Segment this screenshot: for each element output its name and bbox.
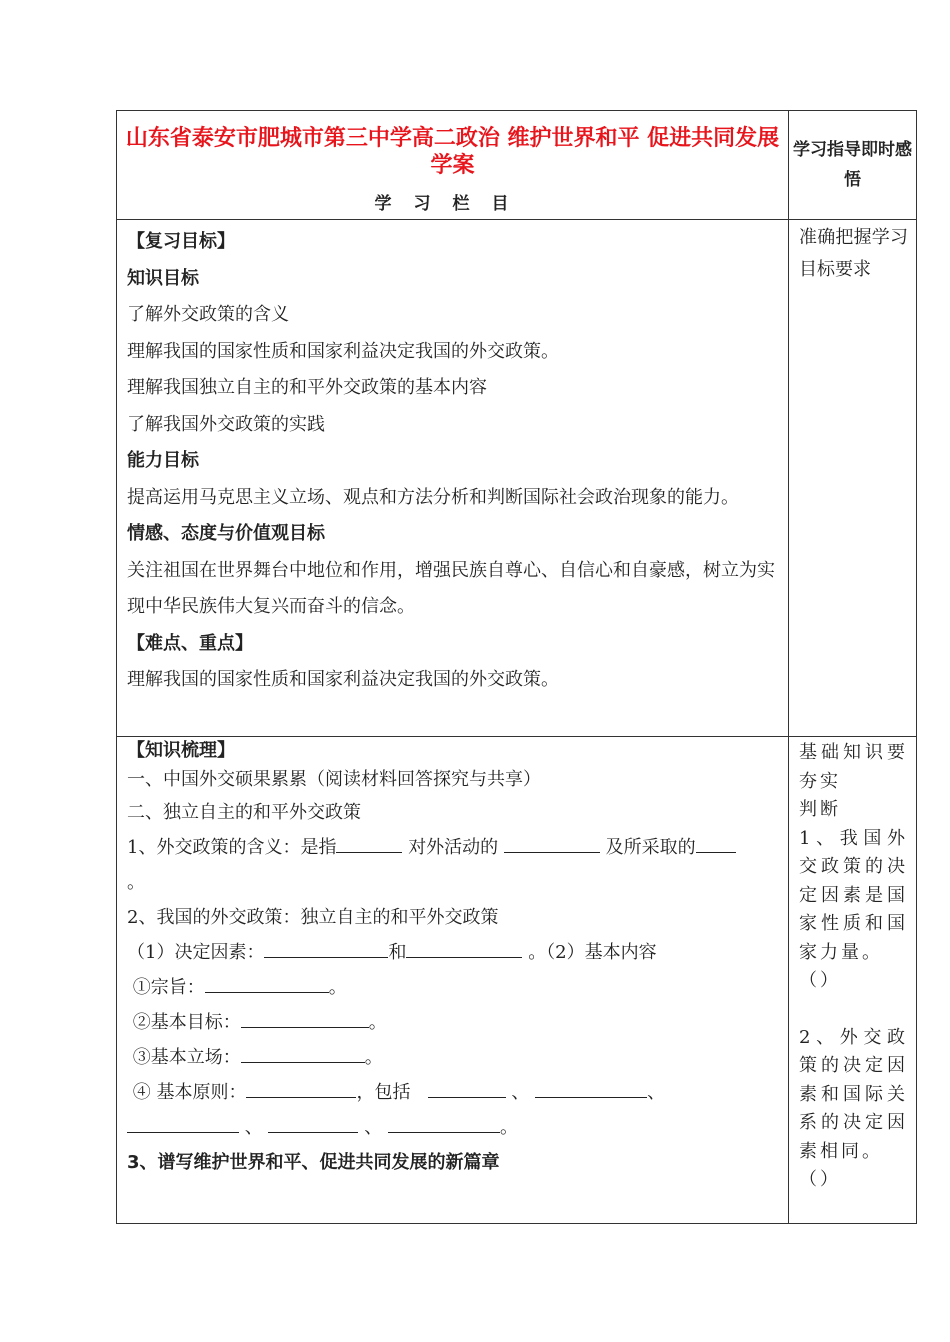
knowledge-item: 理解我国的国家性质和国家利益决定我国的外交政策。 [127, 340, 559, 362]
ability-goals-heading: 能力目标 [127, 450, 199, 471]
judge-item-1: 1、我国外交政策的决定因素是国家性质和国家力量。 [799, 827, 908, 963]
review-line-10: 、 、 。 [127, 1110, 778, 1145]
emotion-goals-text: 关注祖国在世界舞台中地位和作用，增强民族自尊心、自信心和自豪感，树立为实现中华民族伟大复兴而奋斗的信念。 [127, 559, 775, 617]
review-line-6: ①宗旨： 。 [127, 970, 778, 1005]
side-judgement [789, 737, 916, 1195]
study-plan-table [116, 110, 917, 1224]
side-judgement-cell [789, 737, 917, 1224]
knowledge-item: 了解外交政策的含义 [127, 304, 289, 325]
fill-blank[interactable] [205, 974, 329, 993]
fill-blank[interactable] [264, 939, 388, 958]
review-line-3: 1、外交政策的含义：是指 对外活动的 及所采取的 [127, 830, 778, 865]
review-line-1: 一、中国外交硕果累累（阅读材料回答探究与共享） [127, 769, 541, 790]
title-cell [117, 111, 789, 220]
review-goals-cell [117, 220, 789, 737]
knowledge-item: 了解我国外交政策的实践 [127, 413, 325, 435]
side-note: 准确把握学习目标要求 [799, 227, 908, 280]
fill-blank[interactable] [535, 1079, 647, 1098]
fill-blank[interactable] [246, 1079, 356, 1098]
fill-blank[interactable] [241, 1044, 365, 1063]
side-judge-label: 判断 [799, 799, 841, 820]
emotion-goals-heading: 情感、态度与价值观目标 [127, 523, 325, 544]
fill-blank[interactable] [241, 1009, 369, 1028]
review-goals-heading: 【复习目标】 [127, 231, 235, 252]
key-points-heading: 【难点、重点】 [127, 632, 253, 654]
review-line-5: （1）决定因素： 和 。（2）基本内容 [127, 935, 778, 970]
page-title: 山东省泰安市肥城市第三中学高二政治 维护世界和平 促进共同发展学案 [125, 126, 780, 178]
review-line-11: 3、谱写维护世界和平、促进共同发展的新篇章 [127, 1152, 500, 1173]
side-note-cell [789, 220, 917, 737]
ability-goals-text: 提高运用马克思主义立场、观点和方法分析和判断国际社会政治现象的能力。 [127, 486, 739, 508]
fill-blank[interactable] [428, 1079, 506, 1098]
fill-blank[interactable] [268, 1114, 358, 1133]
knowledge-review-heading: 【知识梳理】 [127, 740, 235, 761]
side-title-cell [789, 111, 917, 220]
judge-answer-1[interactable]: （） [799, 970, 841, 991]
knowledge-review-cell [117, 737, 789, 1224]
knowledge-goals-heading: 知识目标 [127, 267, 199, 289]
fill-blank[interactable] [406, 939, 522, 958]
fill-blank[interactable] [504, 834, 600, 853]
fill-blank[interactable] [127, 1114, 239, 1133]
judge-answer-2[interactable]: （） [799, 1169, 841, 1190]
side-tip: 基础知识要夯实 [799, 742, 908, 792]
review-line-3-end: 。 [127, 872, 145, 893]
side-column-title: 学习指导即时感悟 [793, 140, 912, 190]
review-line-7: ②基本目标： 。 [127, 1005, 778, 1040]
review-line-4: 2、我国的外交政策：独立自主的和平外交政策 [127, 907, 499, 928]
fill-blank[interactable] [336, 834, 402, 853]
review-line-8: ③基本立场： 。 [127, 1040, 778, 1075]
key-points-text: 理解我国的国家性质和国家利益决定我国的外交政策。 [127, 669, 559, 690]
judge-item-2: 2、外交政策的决定因素和国际关系的决定因素相同。 [799, 1026, 908, 1162]
fill-blank[interactable] [696, 834, 736, 853]
fill-blank[interactable] [388, 1114, 500, 1133]
knowledge-item: 理解我国独立自主的和平外交政策的基本内容 [127, 377, 487, 398]
review-line-9: ④ 基本原则： ，包括 、 、 [127, 1075, 778, 1110]
review-line-2: 二、独立自主的和平外交政策 [127, 802, 361, 823]
section-caption: 学习栏目 [374, 194, 531, 214]
